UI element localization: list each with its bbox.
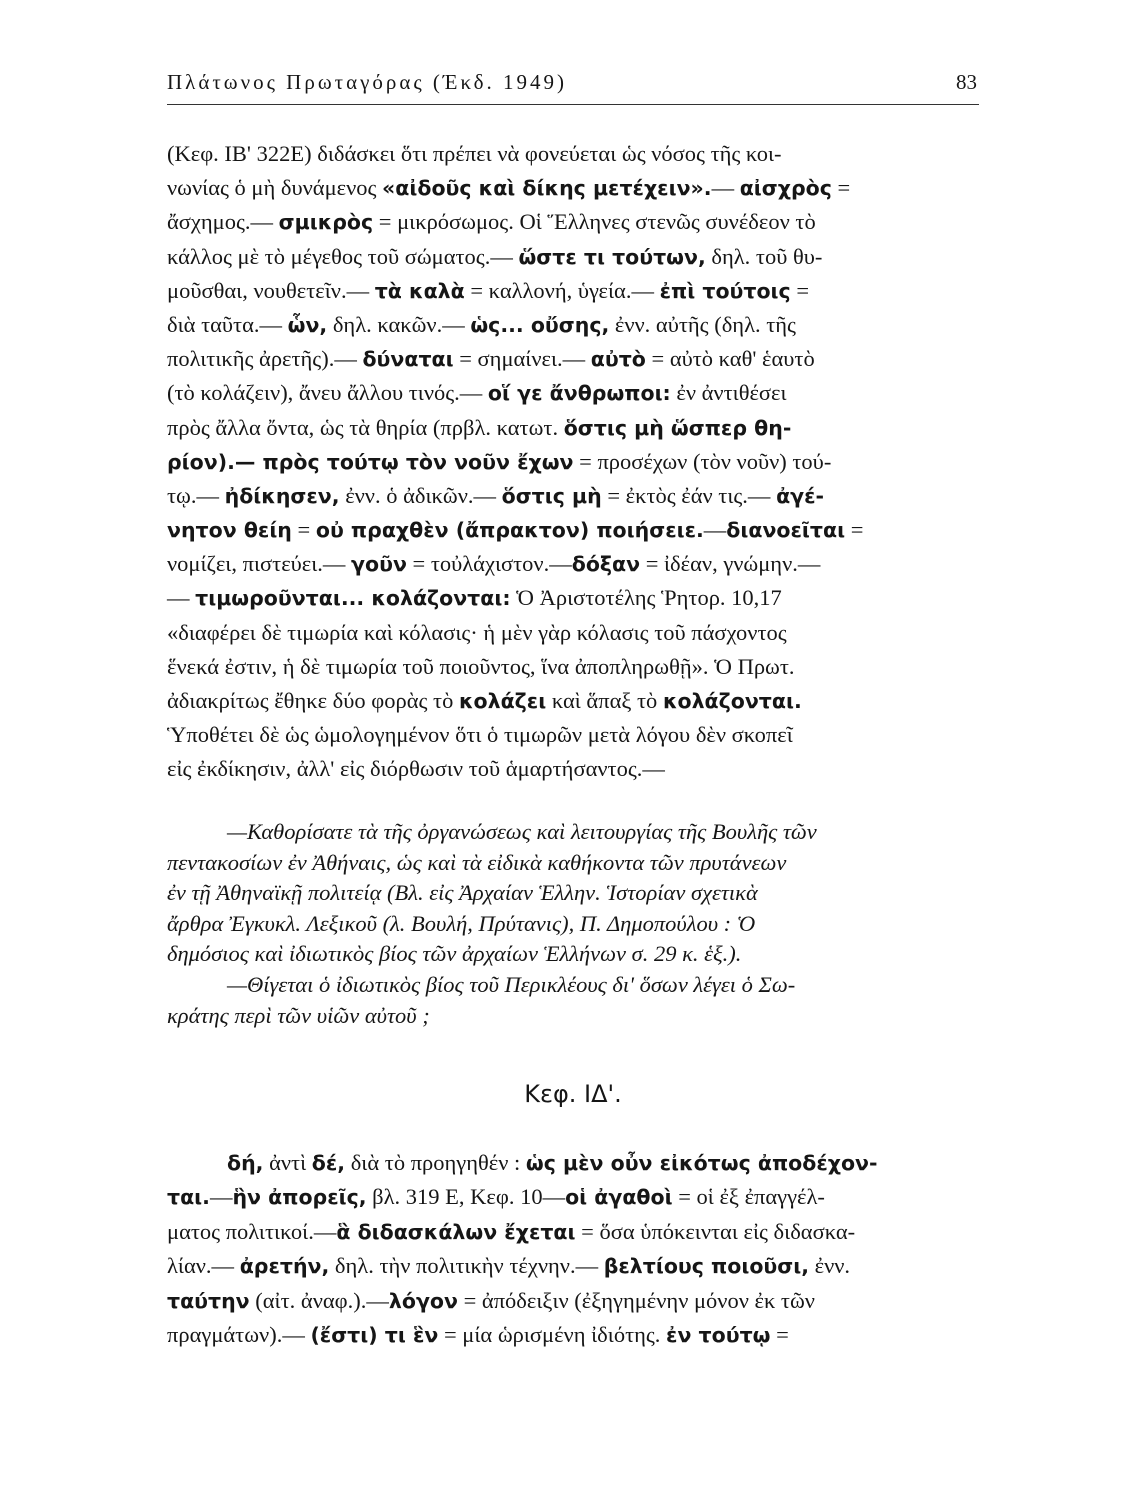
gloss-text: διὰ τὸ προηγηθέν :: [345, 1150, 526, 1175]
running-header: [167, 70, 977, 104]
text-line: [167, 376, 979, 410]
text-line: [167, 240, 979, 274]
gloss-text: βλ. 319 Ε, Κεφ. 10—: [366, 1184, 566, 1210]
bold-lemma: ὅστις μὴ: [501, 483, 602, 508]
gloss-text: πρὸς ἄλλα ὄντα, ὡς τὰ θηρία (πρβλ. κατωτ.: [167, 414, 564, 440]
text-line: [167, 684, 979, 718]
gloss-text: (αἰτ. ἀναφ.).—: [249, 1287, 389, 1313]
text-line: [167, 342, 979, 376]
bold-lemma: ἠδίκησεν,: [224, 483, 340, 508]
bold-lemma: ἐπὶ τούτοις: [659, 278, 791, 303]
bold-lemma: ἀρετήν,: [239, 1254, 330, 1279]
italic-line: ἄρθρα Ἐγκυκλ. Λεξικοῦ (λ. Βουλή, Πρύτανις), Π. Δημοπούλου : Ὁ: [167, 910, 756, 936]
gloss-text: ἐνν.: [809, 1253, 851, 1279]
gloss-text: = ἰδέαν, γνώμην.—: [640, 551, 821, 577]
text-line: [167, 1215, 979, 1249]
text-line: [167, 752, 979, 786]
gloss-text: δηλ. τοῦ θυ-: [705, 243, 823, 269]
text-line: [167, 1318, 979, 1352]
gloss-text: =: [790, 277, 810, 303]
gloss-text: μοῦσθαι, νουθετεῖν.—: [167, 277, 375, 303]
gloss-text: νομίζει, πιστεύει.—: [167, 551, 352, 577]
italic-line: κράτης περὶ τῶν υἱῶν αὐτοῦ ;: [167, 1002, 430, 1028]
gloss-text: κάλλος μὲ τὸ μέγεθος τοῦ σώματος.—: [167, 243, 519, 269]
text-line: [167, 411, 979, 445]
text-line: [167, 274, 979, 308]
commentary-block: [167, 137, 979, 787]
bold-lemma: σμικρὸς: [278, 210, 374, 235]
gloss-text: = μία ὡρισμένη ἰδιότης.: [438, 1321, 667, 1347]
gloss-text: διὰ ταῦτα.—: [167, 311, 288, 337]
text-line: [167, 547, 979, 581]
gloss-text: λίαν.—: [167, 1253, 240, 1279]
bold-lemma: (ἔστι) τι ἓν: [310, 1322, 439, 1347]
bold-lemma: αὐτὸ: [590, 347, 646, 372]
gloss-text: ἐν ἀντιθέσει: [670, 380, 787, 406]
bold-lemma: τιμωροῦνται... κολάζονται:: [195, 586, 511, 611]
text-line: [167, 1249, 979, 1283]
bold-lemma: οἱ ἀγαθοὶ: [565, 1185, 673, 1210]
bold-lemma: «αἰδοῦς καὶ δίκης μετέχειν».: [382, 176, 712, 201]
bold-lemma: ἀγέ-: [776, 483, 825, 508]
text-line: [167, 205, 979, 239]
gloss-text: = ἀπόδειξιν (ἐξηγημένην μόνον ἐκ τῶν: [457, 1287, 815, 1313]
gloss-text: = ὅσα ὑπόκεινται εἰς διδασκα-: [575, 1218, 856, 1244]
bold-lemma: ἣν ἀπορεῖς,: [232, 1185, 367, 1210]
gloss-text: = ἐκτὸς ἐάν τις.—: [601, 482, 777, 508]
gloss-text: νωνίας ὁ μὴ δυνάμενος: [167, 175, 383, 201]
running-title: Πλάτωνος Πρωταγόρας (Έκδ. 1949): [167, 70, 567, 94]
bold-lemma: δύναται: [362, 347, 454, 372]
bold-lemma: νητον θείη: [167, 518, 292, 543]
gloss-text: —: [209, 1184, 233, 1210]
gloss-text: ματος πολιτικοί.—: [167, 1218, 337, 1244]
italic-line: ἐν τῇ Ἀθηναϊκῇ πολιτείᾳ (Βλ. εἰς Ἀρχαίαν Ἑλλην. Ἱστορίαν σχετικὰ: [167, 880, 758, 906]
gloss-text: (τὸ κολάζειν), ἄνευ ἄλλου τινός.—: [167, 380, 488, 406]
gloss-text: = προσέχων (τὸν νοῦν) τού-: [573, 448, 832, 474]
bold-lemma: ὥστε τι τούτων,: [518, 244, 706, 269]
gloss-text: —: [703, 517, 727, 543]
gloss-text: τῳ.—: [167, 482, 225, 508]
bold-lemma: κολάζει: [458, 689, 547, 713]
bold-lemma: οἵ γε ἄνθρωποι:: [487, 381, 671, 406]
gloss-text: πραγμάτων).—: [167, 1321, 311, 1347]
gloss-text: πολιτικῆς ἀρετῆς).—: [167, 346, 363, 372]
text-line: [167, 650, 979, 684]
gloss-text: «διαφέρει δὲ τιμωρία καὶ κόλασις· ἡ μὲν γὰρ κόλασις τοῦ πάσχοντος: [167, 619, 787, 645]
text-line: [167, 513, 979, 547]
gloss-text: ἐνν. ὁ ἀδικῶν.—: [339, 482, 502, 508]
page-number: 83: [956, 70, 977, 94]
gloss-text: =: [291, 517, 316, 543]
text-line: [167, 616, 979, 650]
bold-lemma: ὡς... οὔσης,: [470, 312, 610, 337]
text-line: [167, 445, 979, 479]
italic-line: δημόσιος καὶ ἰδιωτικὸς βίος τῶν ἀρχαίων Ἑλλήνων σ. 29 κ. ἑξ.).: [167, 941, 742, 967]
gloss-text: = αὐτὸ καθ' ἑαυτὸ: [645, 346, 815, 372]
bold-lemma: ὧν,: [287, 312, 328, 337]
bold-lemma: οὐ πραχθὲν (ἄπρακτον) ποιήσειε.: [315, 518, 704, 543]
gloss-text: = οἱ ἐξ ἐπαγγέλ-: [672, 1184, 825, 1210]
gloss-text: ἀδιακρίτως ἔθηκε δύο φορὰς τὸ: [167, 688, 459, 713]
bold-lemma: ἐν τούτῳ: [666, 1322, 771, 1347]
gloss-text: ἄσχημος.—: [167, 209, 279, 235]
bold-lemma: ρίον).— πρὸς τούτῳ τὸν νοῦν ἔχων: [167, 449, 574, 474]
chapter-heading: Κεφ. ΙΔ'.: [524, 1080, 622, 1108]
text-line: [167, 171, 979, 205]
gloss-text: Ὑποθέτει δὲ ὡς ὡμολογημένον ὅτι ὁ τιμωρῶν μετὰ λόγου δὲν σκοπεῖ: [167, 722, 793, 748]
bold-lemma: διανοεῖται: [726, 518, 846, 543]
italic-line: —Καθορίσατε τὰ τῆς ὀργανώσεως καὶ λειτουργίας τῆς Βουλῆς τῶν: [227, 819, 817, 844]
gloss-text: (Κεφ. ΙΒ' 322Ε) διδάσκει ὅτι πρέπει νὰ φονεύεται ὡς νόσος τῆς κοι-: [167, 141, 782, 166]
gloss-text: Ὁ Ἀριστοτέλης Ῥητορ. 10,17: [510, 585, 782, 611]
gloss-text: =: [770, 1321, 789, 1347]
gloss-text: —: [711, 175, 740, 201]
bold-lemma: δέ,: [311, 1151, 346, 1175]
bold-lemma: γοῦν: [351, 552, 407, 577]
gloss-text: ἕνεκά ἐστιν, ἡ δὲ τιμωρία τοῦ ποιοῦντος, ἵνα ἀποπληρωθῇ». Ὁ Πρωτ.: [167, 653, 795, 679]
gloss-text: = μικρόσωμος. Οἱ Ἕλληνες στενῶς συνέδεον τὸ: [373, 209, 816, 235]
gloss-text: = καλλονή, ὑγεία.—: [464, 277, 660, 303]
gloss-text: δηλ. τὴν πολιτικὴν τέχνην.—: [329, 1253, 604, 1279]
text-line: [167, 308, 979, 342]
text-line: [167, 718, 979, 752]
text-line: [167, 1146, 979, 1180]
header-rule: [167, 104, 979, 105]
bold-lemma: βελτίους ποιοῦσι,: [603, 1254, 810, 1279]
bold-lemma: ταύτην: [167, 1288, 250, 1313]
bold-lemma: τὰ καλὰ: [374, 278, 465, 303]
bold-lemma: δή,: [227, 1151, 264, 1175]
gloss-text: = σημαίνει.—: [453, 346, 591, 372]
gloss-text: =: [831, 175, 851, 201]
bold-lemma: λόγον: [388, 1288, 458, 1313]
text-line: [167, 137, 979, 171]
gloss-text: εἰς ἐκδίκησιν, ἀλλ' εἰς διόρθωσιν τοῦ ἁμαρτήσαντος.—: [167, 756, 665, 782]
italic-line: πεντακοσίων ἐν Ἀθήναις, ὡς καὶ τὰ εἰδικὰ καθήκοντα τῶν πρυτάνεων: [167, 849, 787, 875]
gloss-text: ἐνν. αὐτῆς (δηλ. τῆς: [609, 311, 796, 337]
gloss-text: δηλ. κακῶν.—: [327, 311, 471, 337]
text-line: [167, 479, 979, 513]
gloss-text: καὶ ἅπαξ τὸ: [546, 688, 663, 713]
gloss-text: =: [845, 517, 864, 543]
text-line: [167, 581, 979, 615]
bold-lemma: ὡς μὲν οὖν εἰκότως ἀποδέχον-: [525, 1151, 878, 1175]
gloss-text: ἀντὶ: [263, 1150, 312, 1175]
italic-line: —Θίγεται ὁ ἰδιωτικὸς βίος τοῦ Περικλέους δι' ὅσων λέγει ὁ Σω-: [227, 971, 796, 997]
chapter-14-commentary: [167, 1146, 979, 1352]
bold-lemma: αἰσχρὸς: [739, 176, 832, 201]
bold-lemma: ὅστις μὴ ὥσπερ θη-: [563, 415, 792, 440]
bold-lemma: δόξαν: [571, 552, 641, 577]
text-line: [167, 1284, 979, 1318]
bold-lemma: ται.: [167, 1185, 210, 1210]
gloss-text: —: [167, 585, 196, 611]
bold-lemma: ἃ διδασκάλων ἔχεται: [336, 1219, 576, 1244]
bold-lemma: κολάζονται.: [662, 689, 802, 713]
text-line: [167, 1180, 979, 1214]
study-questions-block: [167, 817, 979, 1031]
gloss-text: = τοὐλάχιστον.—: [406, 551, 572, 577]
